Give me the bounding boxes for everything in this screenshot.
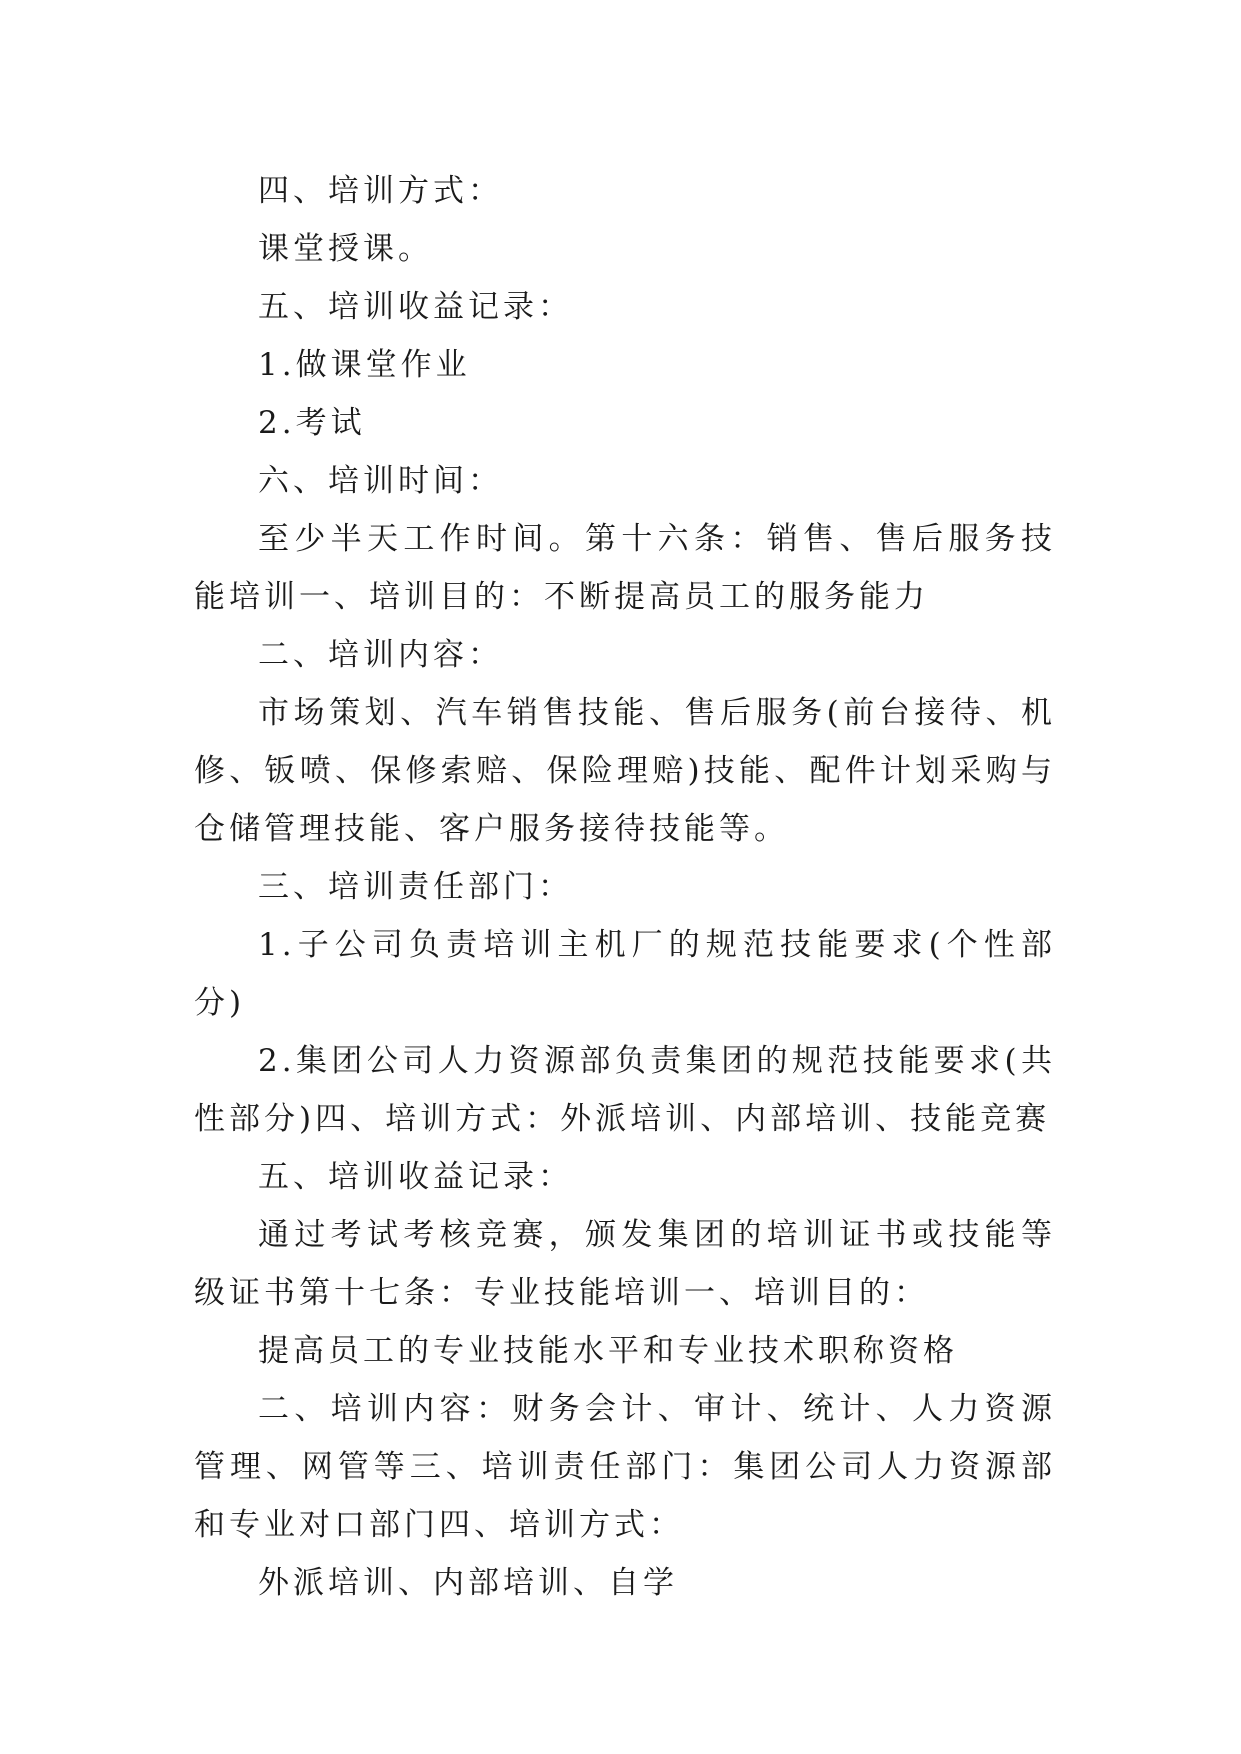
- paragraph-training-benefit-heading: 五、培训收益记录：: [258, 289, 573, 325]
- paragraph-training-time-heading: 六、培训时间：: [258, 463, 503, 499]
- paragraph-training-content-heading: 二、培训内容：: [258, 637, 503, 673]
- paragraph-professional-content: 二、培训内容：财务会计、审计、统计、人力资源管理、网管等三、培训责任部门：集团公司人力资源部和专业对口部门四、培训方式：: [194, 1391, 1056, 1543]
- paragraph-subsidiary-responsibility: 1.子公司负责培训主机厂的规范技能要求(个性部分): [194, 927, 1056, 1021]
- paragraph-article-16: 至少半天工作时间。第十六条：销售、售后服务技能培训一、培训目的：不断提高员工的服务能力: [194, 521, 1056, 615]
- paragraph-training-content-list: 市场策划、汽车销售技能、售后服务(前台接待、机修、钣喷、保修索赔、保险理赔)技能、配件计划采购与仓储管理技能、客户服务接待技能等。: [194, 695, 1056, 847]
- paragraph-professional-method: 外派培训、内部培训、自学: [258, 1565, 678, 1601]
- paragraph-training-method-heading: 四、培训方式：: [258, 173, 503, 209]
- paragraph-training-benefit-heading-2: 五、培训收益记录：: [258, 1159, 573, 1195]
- paragraph-exam-item: 2.考试: [258, 405, 366, 441]
- paragraph-classroom-teaching: 课堂授课。: [258, 231, 433, 267]
- document-body: [194, 162, 1056, 1612]
- paragraph-article-17: 通过考试考核竞赛，颁发集团的培训证书或技能等级证书第十七条：专业技能培训一、培训目的：: [194, 1217, 1056, 1311]
- paragraph-group-hr-responsibility: 2.集团公司人力资源部负责集团的规范技能要求(共性部分)四、培训方式：外派培训、内部培训、技能竞赛: [194, 1043, 1056, 1137]
- paragraph-professional-skill-goal: 提高员工的专业技能水平和专业技术职称资格: [258, 1333, 958, 1369]
- paragraph-homework-item: 1.做课堂作业: [258, 347, 471, 383]
- paragraph-responsible-dept-heading: 三、培训责任部门：: [258, 869, 573, 905]
